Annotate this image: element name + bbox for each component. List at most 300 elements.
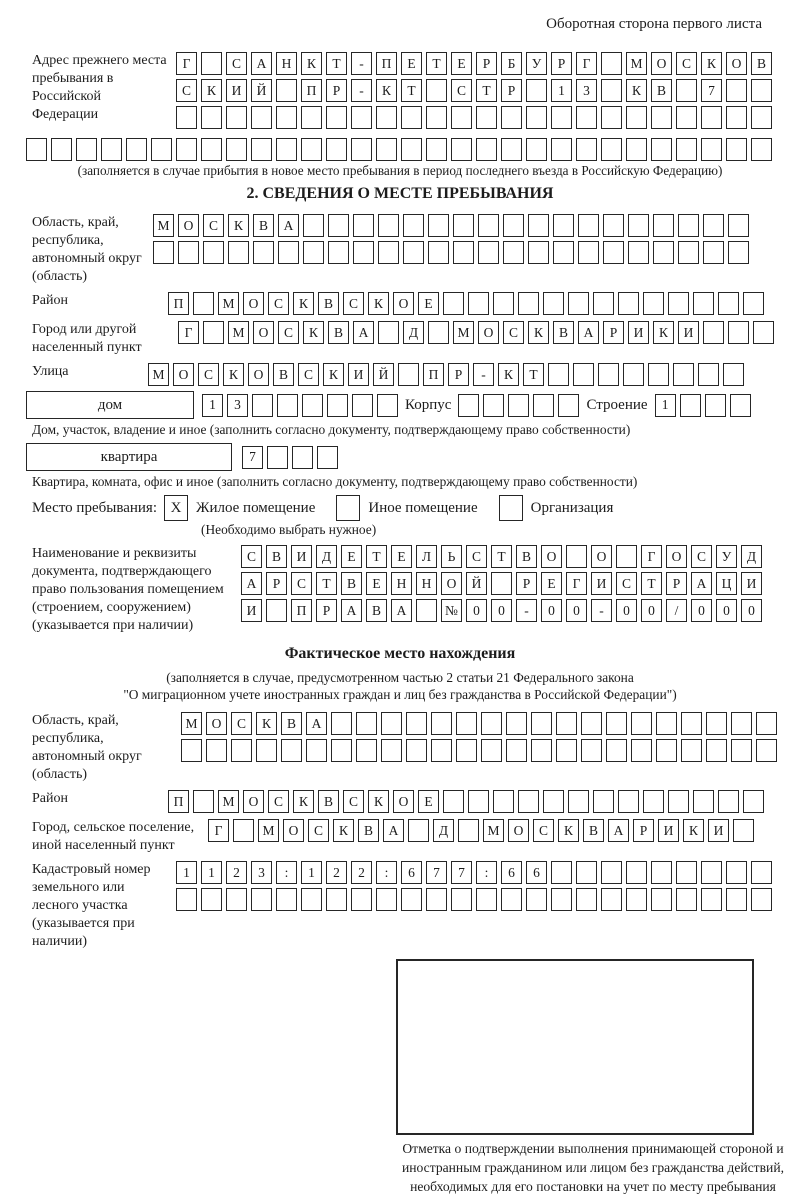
char-cell: 0: [716, 599, 737, 622]
char-cell: [706, 712, 727, 735]
char-cell: [751, 106, 772, 129]
char-cell: [651, 861, 672, 884]
fact-note-line1: (заполняется в случае, предусмотренном частью 2 статьи 21 Федерального закона: [166, 670, 634, 685]
char-cell: О: [393, 292, 414, 315]
char-cell: К: [293, 790, 314, 813]
char-cell: М: [228, 321, 249, 344]
char-cell: С: [298, 363, 319, 386]
fact-oblast-row-1: [181, 712, 777, 735]
char-cell: [573, 363, 594, 386]
oblast-row-2: [153, 241, 749, 264]
char-cell: Т: [401, 79, 422, 102]
char-cell: [601, 79, 622, 102]
char-cell: [453, 214, 474, 237]
char-cell: 1: [201, 861, 222, 884]
oblast-label: Область, край, республика, автономный округ (область): [32, 215, 142, 284]
char-cell: Й: [466, 572, 487, 595]
char-cell: О: [178, 214, 199, 237]
char-cell: :: [276, 861, 297, 884]
gorod-row: [178, 321, 774, 344]
char-cell: Р: [266, 572, 287, 595]
char-cell: [431, 712, 452, 735]
char-cell: [601, 52, 622, 75]
char-cell: [458, 819, 479, 842]
char-cell: [593, 292, 614, 315]
char-cell: [526, 138, 547, 161]
org-label: Организация: [530, 499, 614, 516]
char-cell: Д: [403, 321, 424, 344]
char-cell: [453, 241, 474, 264]
char-cell: [566, 545, 587, 568]
char-cell: -: [473, 363, 494, 386]
char-cell: Г: [576, 52, 597, 75]
char-cell: [406, 712, 427, 735]
char-cell: Г: [641, 545, 662, 568]
char-cell: [528, 241, 549, 264]
char-cell: О: [508, 819, 529, 842]
char-cell: К: [683, 819, 704, 842]
char-cell: [556, 712, 577, 735]
char-cell: [701, 106, 722, 129]
char-cell: А: [241, 572, 262, 595]
char-cell: С: [241, 545, 262, 568]
char-cell: Р: [551, 52, 572, 75]
char-cell: О: [393, 790, 414, 813]
char-cell: [326, 106, 347, 129]
char-cell: [631, 739, 652, 762]
char-cell: [301, 106, 322, 129]
char-cell: М: [453, 321, 474, 344]
char-cell: Р: [633, 819, 654, 842]
char-cell: Р: [476, 52, 497, 75]
char-cell: И: [226, 79, 247, 102]
char-cell: [543, 790, 564, 813]
char-cell: [723, 363, 744, 386]
char-cell: [598, 363, 619, 386]
char-cell: [626, 861, 647, 884]
prev-address-label: Адрес прежнего места пребывания в Российской Федерации: [32, 53, 167, 122]
char-cell: С: [176, 79, 197, 102]
char-cell: [653, 214, 674, 237]
char-cell: В: [253, 214, 274, 237]
char-cell: [703, 241, 724, 264]
char-cell: [356, 712, 377, 735]
char-cell: [606, 739, 627, 762]
char-cell: Т: [326, 52, 347, 75]
char-cell: Р: [516, 572, 537, 595]
char-cell: О: [478, 321, 499, 344]
char-cell: Е: [401, 52, 422, 75]
oblast-row-1: [153, 214, 749, 237]
char-cell: 7: [701, 79, 722, 102]
char-cell: В: [273, 363, 294, 386]
char-cell: 0: [616, 599, 637, 622]
char-cell: [576, 888, 597, 911]
prev-address-row-4: [26, 138, 774, 161]
dom-note: Дом, участок, владение и иное (заполнить согласно документу, подтверждающему право собственности): [32, 422, 631, 437]
char-cell: [428, 214, 449, 237]
kadastr-label: Кадастровый номер земельного или лесного участка (указывается при наличии): [32, 862, 151, 949]
char-cell: [726, 888, 747, 911]
char-cell: Й: [251, 79, 272, 102]
char-cell: В: [358, 819, 379, 842]
char-cell: -: [351, 79, 372, 102]
char-cell: Е: [341, 545, 362, 568]
char-cell: [468, 292, 489, 315]
char-cell: [576, 106, 597, 129]
char-cell: [451, 888, 472, 911]
char-cell: Т: [366, 545, 387, 568]
char-cell: [728, 241, 749, 264]
char-cell: [706, 739, 727, 762]
char-cell: О: [651, 52, 672, 75]
fact-title: Фактическое место нахождения: [284, 645, 516, 662]
char-cell: [228, 241, 249, 264]
char-cell: [551, 861, 572, 884]
stamp-area: [386, 959, 800, 1196]
char-cell: С: [343, 292, 364, 315]
char-cell: [643, 790, 664, 813]
fact-raion-row: [168, 790, 764, 813]
char-cell: [277, 394, 298, 417]
char-cell: [508, 394, 529, 417]
char-cell: 1: [301, 861, 322, 884]
char-cell: 7: [451, 861, 472, 884]
char-cell: П: [301, 79, 322, 102]
char-cell: [416, 599, 437, 622]
fact-gorod-row: [208, 819, 754, 842]
char-cell: [506, 739, 527, 762]
char-cell: А: [251, 52, 272, 75]
char-cell: [726, 861, 747, 884]
char-cell: [626, 888, 647, 911]
dom-row: [26, 391, 774, 419]
prev-address-row-3: [176, 106, 772, 129]
char-cell: [626, 138, 647, 161]
char-cell: О: [541, 545, 562, 568]
char-cell: [76, 138, 97, 161]
char-cell: 1: [655, 394, 676, 417]
doc-rows: [241, 544, 762, 626]
char-cell: С: [203, 214, 224, 237]
char-cell: [693, 790, 714, 813]
char-cell: С: [231, 712, 252, 735]
char-cell: [478, 214, 499, 237]
char-cell: 2: [351, 861, 372, 884]
char-cell: [651, 106, 672, 129]
char-cell: [503, 241, 524, 264]
mesto-label: Место пребывания:: [32, 499, 157, 516]
zhiloe-checkbox: X: [164, 495, 188, 521]
char-cell: К: [201, 79, 222, 102]
char-cell: [351, 106, 372, 129]
char-cell: [648, 363, 669, 386]
char-cell: К: [558, 819, 579, 842]
char-cell: В: [366, 599, 387, 622]
char-cell: [431, 739, 452, 762]
section2-title: 2. СВЕДЕНИЯ О МЕСТЕ ПРЕБЫВАНИЯ: [246, 185, 554, 202]
char-cell: 3: [251, 861, 272, 884]
char-cell: М: [626, 52, 647, 75]
dom-box: дом: [26, 391, 194, 419]
char-cell: [101, 138, 122, 161]
char-cell: [203, 321, 224, 344]
char-cell: [603, 214, 624, 237]
char-cell: [226, 888, 247, 911]
char-cell: Н: [276, 52, 297, 75]
char-cell: [618, 292, 639, 315]
char-cell: [693, 292, 714, 315]
char-cell: [306, 739, 327, 762]
char-cell: [726, 138, 747, 161]
char-cell: И: [678, 321, 699, 344]
char-cell: О: [248, 363, 269, 386]
char-cell: К: [653, 321, 674, 344]
char-cell: -: [351, 52, 372, 75]
char-cell: [531, 739, 552, 762]
char-cell: М: [483, 819, 504, 842]
char-cell: [326, 138, 347, 161]
char-cell: [676, 138, 697, 161]
char-cell: [478, 241, 499, 264]
char-cell: [626, 106, 647, 129]
char-cell: Д: [433, 819, 454, 842]
char-cell: С: [308, 819, 329, 842]
char-cell: [676, 888, 697, 911]
char-cell: [443, 292, 464, 315]
char-cell: С: [533, 819, 554, 842]
char-cell: [428, 321, 449, 344]
char-cell: [301, 138, 322, 161]
char-cell: [281, 739, 302, 762]
char-cell: [378, 214, 399, 237]
char-cell: 2: [226, 861, 247, 884]
char-cell: К: [323, 363, 344, 386]
char-cell: [618, 790, 639, 813]
char-cell: [403, 241, 424, 264]
prev-address-row-2: [176, 79, 772, 102]
char-cell: [603, 241, 624, 264]
char-cell: [458, 394, 479, 417]
char-cell: [406, 739, 427, 762]
char-cell: [303, 214, 324, 237]
char-cell: -: [516, 599, 537, 622]
char-cell: [451, 106, 472, 129]
char-cell: [267, 446, 288, 469]
char-cell: [278, 241, 299, 264]
mesto-note: (Необходимо выбрать нужное): [201, 522, 377, 537]
char-cell: И: [348, 363, 369, 386]
char-cell: [551, 106, 572, 129]
gorod-label: Город или другой населенный пункт: [32, 322, 142, 355]
char-cell: И: [241, 599, 262, 622]
char-cell: [506, 712, 527, 735]
char-cell: [578, 241, 599, 264]
char-cell: Р: [316, 599, 337, 622]
char-cell: Р: [501, 79, 522, 102]
char-cell: [481, 739, 502, 762]
char-cell: [676, 106, 697, 129]
oblast-field: [26, 213, 774, 286]
char-cell: [376, 138, 397, 161]
char-cell: К: [228, 214, 249, 237]
char-cell: №: [441, 599, 462, 622]
char-cell: П: [168, 790, 189, 813]
char-cell: [456, 712, 477, 735]
char-cell: [628, 214, 649, 237]
char-cell: С: [451, 79, 472, 102]
fact-gorod-field: [26, 818, 774, 855]
char-cell: [753, 321, 774, 344]
char-cell: [276, 888, 297, 911]
char-cell: Г: [566, 572, 587, 595]
char-cell: [606, 712, 627, 735]
char-cell: [501, 888, 522, 911]
char-cell: К: [498, 363, 519, 386]
char-cell: М: [258, 819, 279, 842]
char-cell: [176, 138, 197, 161]
char-cell: 2: [326, 861, 347, 884]
char-cell: А: [691, 572, 712, 595]
char-cell: [178, 241, 199, 264]
char-cell: В: [318, 292, 339, 315]
char-cell: [126, 138, 147, 161]
char-cell: [352, 394, 373, 417]
char-cell: У: [526, 52, 547, 75]
char-cell: С: [676, 52, 697, 75]
char-cell: [377, 394, 398, 417]
fact-note-line2: "О миграционном учете иностранных граждан и лиц без гражданства в Российской Федерации"): [123, 687, 677, 702]
fact-raion-label: Район: [32, 791, 68, 806]
char-cell: [743, 790, 764, 813]
char-cell: М: [181, 712, 202, 735]
char-cell: В: [328, 321, 349, 344]
char-cell: М: [153, 214, 174, 237]
char-cell: Т: [476, 79, 497, 102]
char-cell: [631, 712, 652, 735]
kadastr-rows: [176, 860, 772, 915]
raion-field: [26, 291, 774, 315]
char-cell: Д: [316, 545, 337, 568]
char-cell: Т: [426, 52, 447, 75]
char-cell: [302, 394, 323, 417]
prev-address-rows: [176, 51, 772, 133]
char-cell: С: [616, 572, 637, 595]
kvartira-row: [26, 443, 774, 471]
char-cell: В: [651, 79, 672, 102]
char-cell: А: [353, 321, 374, 344]
fact-gorod-label: Город, сельское поселение, иной населенный пункт: [32, 820, 195, 853]
char-cell: [581, 739, 602, 762]
char-cell: [301, 888, 322, 911]
char-cell: [266, 599, 287, 622]
char-cell: [733, 819, 754, 842]
char-cell: И: [708, 819, 729, 842]
char-cell: [276, 79, 297, 102]
char-cell: [493, 292, 514, 315]
char-cell: [501, 138, 522, 161]
fact-oblast-label: Область, край, республика, автономный округ (область): [32, 713, 142, 782]
char-cell: [526, 106, 547, 129]
char-cell: [751, 79, 772, 102]
char-cell: [51, 138, 72, 161]
char-cell: [426, 888, 447, 911]
char-cell: [651, 888, 672, 911]
char-cell: [656, 739, 677, 762]
raion-row: [168, 292, 764, 315]
char-cell: :: [376, 861, 397, 884]
char-cell: О: [666, 545, 687, 568]
korpus-label: Корпус: [405, 396, 452, 413]
char-cell: [153, 241, 174, 264]
char-cell: [353, 214, 374, 237]
char-cell: [616, 545, 637, 568]
zhiloe-label: Жилое помещение: [196, 499, 316, 516]
char-cell: [276, 106, 297, 129]
char-cell: К: [528, 321, 549, 344]
char-cell: Р: [666, 572, 687, 595]
char-cell: [327, 394, 348, 417]
char-cell: Е: [418, 790, 439, 813]
fact-raion-field: [26, 789, 774, 813]
char-cell: [681, 739, 702, 762]
char-cell: К: [626, 79, 647, 102]
char-cell: Е: [366, 572, 387, 595]
char-cell: [251, 106, 272, 129]
char-cell: [601, 138, 622, 161]
char-cell: [456, 739, 477, 762]
kadastr-field: [26, 860, 774, 951]
char-cell: Б: [501, 52, 522, 75]
char-cell: [743, 292, 764, 315]
char-cell: [751, 861, 772, 884]
char-cell: [705, 394, 726, 417]
char-cell: С: [268, 790, 289, 813]
char-cell: [226, 138, 247, 161]
char-cell: [643, 292, 664, 315]
char-cell: [331, 739, 352, 762]
char-cell: Р: [603, 321, 624, 344]
char-cell: [718, 790, 739, 813]
char-cell: [317, 446, 338, 469]
char-cell: [718, 292, 739, 315]
char-cell: [668, 292, 689, 315]
char-cell: [476, 888, 497, 911]
char-cell: [176, 888, 197, 911]
char-cell: Л: [416, 545, 437, 568]
char-cell: [673, 363, 694, 386]
char-cell: [468, 790, 489, 813]
fact-oblast-field: [26, 711, 774, 784]
char-cell: К: [223, 363, 244, 386]
char-cell: [556, 739, 577, 762]
char-cell: 0: [466, 599, 487, 622]
fact-oblast-rows: [181, 711, 777, 766]
char-cell: [543, 292, 564, 315]
char-cell: Г: [178, 321, 199, 344]
char-cell: В: [583, 819, 604, 842]
char-cell: [656, 712, 677, 735]
char-cell: [578, 214, 599, 237]
char-cell: К: [376, 79, 397, 102]
char-cell: [628, 241, 649, 264]
char-cell: [253, 241, 274, 264]
char-cell: В: [751, 52, 772, 75]
char-cell: П: [423, 363, 444, 386]
char-cell: [518, 292, 539, 315]
char-cell: Ц: [716, 572, 737, 595]
char-cell: [601, 861, 622, 884]
